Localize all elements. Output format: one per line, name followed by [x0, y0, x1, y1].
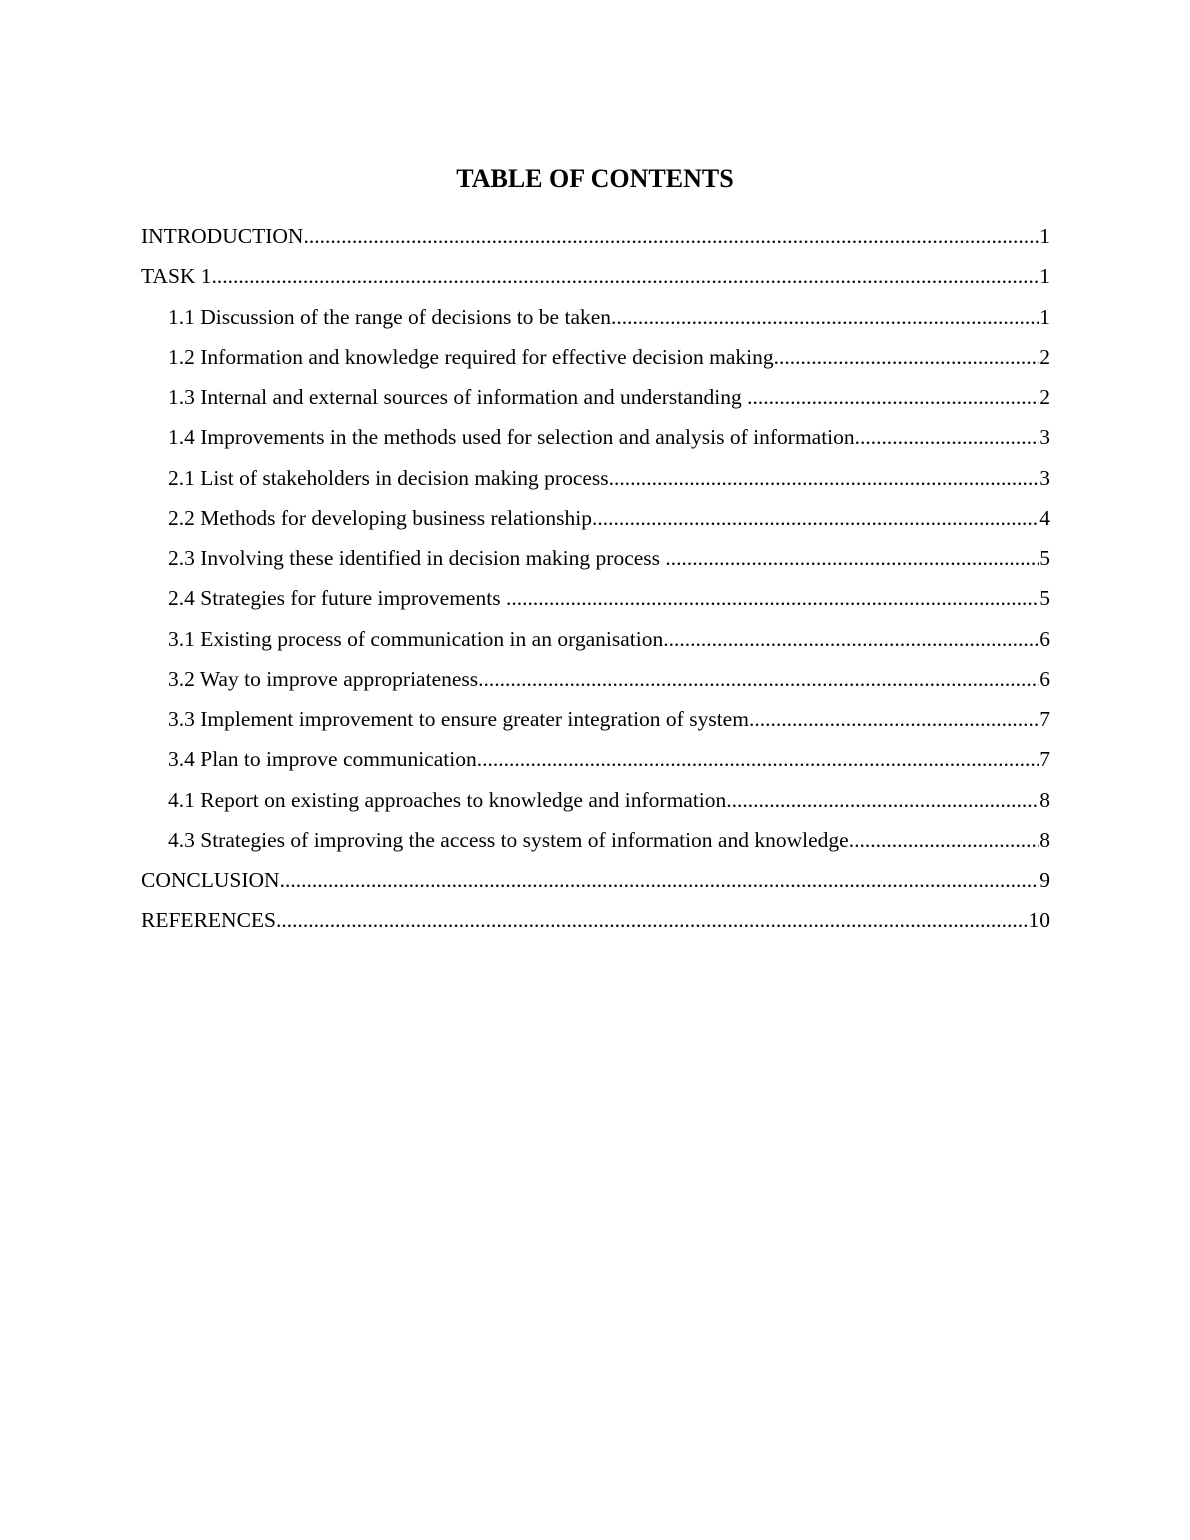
toc-entry-label: 1.1 Discussion of the range of decisions to be taken [168, 304, 612, 329]
toc-dot-leader [747, 379, 1039, 415]
toc-entry-page-number: 2 [1039, 385, 1050, 409]
toc-entry[interactable] [141, 862, 1050, 902]
toc-entry-label: 3.4 Plan to improve communication [168, 747, 477, 772]
toc-entry-page-number: 8 [1039, 827, 1050, 852]
toc-dot-leader [665, 540, 1039, 576]
toc-dot-leader [726, 782, 1039, 818]
toc-entry-label: 3.2 Way to improve appropriateness [168, 666, 479, 691]
toc-entry[interactable] [141, 822, 1050, 862]
toc-entry-page-number: 2 [1039, 344, 1050, 369]
toc-entry[interactable] [141, 661, 1050, 701]
toc-dot-leader [506, 580, 1039, 616]
toc-entry[interactable] [141, 339, 1050, 379]
toc-entry-label: 2.1 List of stakeholders in decision making process [168, 465, 609, 490]
toc-dot-leader [592, 500, 1039, 536]
toc-entry[interactable] [141, 258, 1050, 298]
toc-dot-leader [478, 661, 1039, 697]
toc-dot-leader [303, 218, 1039, 254]
toc-entry-page-number: 5 [1039, 586, 1050, 611]
toc-entry[interactable] [141, 701, 1050, 741]
toc-entry[interactable] [141, 460, 1050, 500]
toc-entry-label: 4.1 Report on existing approaches to knowledge and information [168, 787, 727, 812]
toc-dot-leader [663, 621, 1039, 657]
toc-entry-label: INTRODUCTION [141, 224, 304, 248]
toc-entry-page-number: 3 [1039, 465, 1050, 490]
toc-entry-label: 1.2 Information and knowledge required for effective decision making [168, 344, 774, 369]
toc-entry[interactable] [141, 782, 1050, 822]
toc-entry[interactable] [141, 299, 1050, 339]
toc-entry[interactable] [141, 580, 1050, 620]
toc-dot-leader [477, 741, 1040, 777]
toc-dot-leader [280, 862, 1040, 898]
toc-entry-page-number: 3 [1039, 425, 1050, 450]
toc-entry-page-number: 1 [1039, 264, 1050, 289]
toc-list [141, 218, 1050, 943]
toc-entry-label: REFERENCES [141, 908, 276, 933]
toc-entry-label: 3.1 Existing process of communication in an organisation [168, 626, 664, 651]
toc-entry-label: 4.3 Strategies of improving the access to system of information and knowledge [168, 827, 849, 852]
toc-entry-page-number: 7 [1039, 747, 1050, 772]
toc-entry[interactable] [141, 379, 1050, 419]
toc-dot-leader [749, 701, 1039, 737]
toc-dot-leader [611, 299, 1039, 335]
toc-entry[interactable] [141, 741, 1050, 781]
page-title: TABLE OF CONTENTS [456, 164, 734, 193]
toc-entry-page-number: 9 [1039, 868, 1050, 892]
toc-entry-page-number: 8 [1039, 787, 1050, 812]
toc-entry-label: 2.4 Strategies for future improvements [168, 586, 506, 611]
toc-entry-page-number: 10 [1028, 908, 1050, 933]
toc-entry-page-number: 4 [1039, 505, 1050, 530]
toc-entry-page-number: 7 [1039, 707, 1050, 731]
toc-entry[interactable] [141, 419, 1050, 459]
toc-entry-label: 2.2 Methods for developing business relationship [168, 505, 592, 530]
toc-entry-page-number: 5 [1039, 546, 1050, 570]
toc-dot-leader [849, 822, 1040, 858]
toc-entry-label: 2.3 Involving these identified in decision making process [168, 546, 666, 570]
toc-entry-label: TASK 1 [141, 264, 212, 289]
toc-dot-leader [855, 419, 1040, 455]
toc-entry[interactable] [141, 621, 1050, 661]
toc-entry-label: 3.3 Implement improvement to ensure greater integration of system [168, 707, 749, 731]
toc-entry-page-number: 6 [1039, 666, 1050, 691]
toc-entry[interactable] [141, 540, 1050, 580]
toc-entry[interactable] [141, 500, 1050, 540]
toc-entry[interactable] [141, 902, 1050, 942]
toc-entry-label: 1.3 Internal and external sources of information and understanding [168, 385, 748, 409]
toc-entry[interactable] [141, 218, 1050, 258]
toc-dot-leader [609, 460, 1040, 496]
toc-entry-page-number: 1 [1039, 304, 1050, 329]
toc-entry-label: CONCLUSION [141, 868, 280, 892]
toc-dot-leader [212, 258, 1040, 294]
toc-dot-leader [276, 902, 1029, 938]
toc-entry-label: 1.4 Improvements in the methods used for selection and analysis of information [168, 425, 855, 450]
toc-entry-page-number: 6 [1039, 626, 1050, 651]
toc-entry-page-number: 1 [1039, 224, 1050, 248]
toc-dot-leader [774, 339, 1040, 375]
